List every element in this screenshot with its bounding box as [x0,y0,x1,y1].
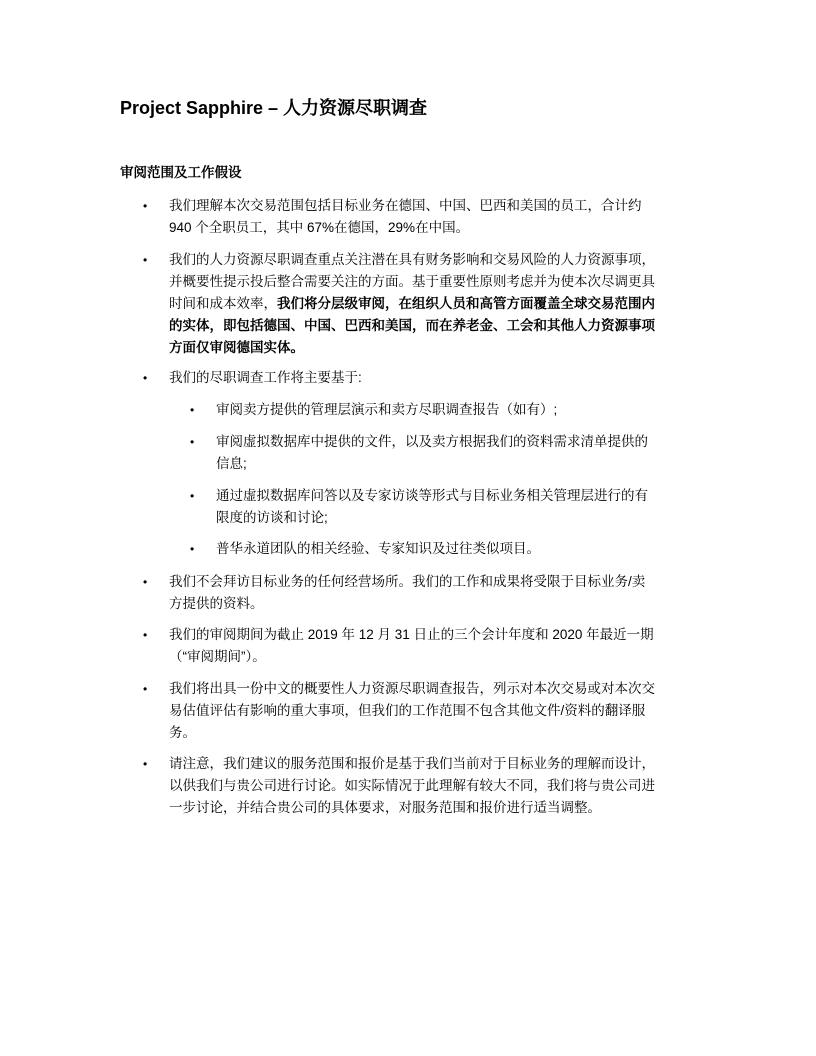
bold-emphasis: 方面仅审阅德国实体。 [169,340,304,355]
bold-emphasis: 我们将分层级审阅，在组织人员和高管方面覆盖全球交易范围内 [277,296,655,311]
list-item-text: 普华永道团队的相关经验、专家知识及过往类似项目。 [216,541,540,556]
bullet-marker: • [143,199,148,213]
list-item-text: 我们不会拜访目标业务的任何经营场所。我们的工作和成果将受限于目标业务/卖 方提供的资料。 [169,574,646,611]
document-title: Project Sapphire – 人力资源尽职调查 [120,98,428,118]
bullet-marker: • [190,403,195,417]
list-item-text: 我们的尽职调查工作将主要基于: [169,370,362,385]
list-item-text: 审阅虚拟数据库中提供的文件，以及卖方根据我们的资料需求清单提供的 信息; [216,434,648,471]
bullet-marker: • [143,628,148,642]
bullet-marker: • [143,682,148,696]
list-item-text: 我们将出具一份中文的概要性人力资源尽职调查报告，列示对本次交易或对本次交 易估值评估有影响的重大事项，但我们的工作范围不包含其他文件/资料的翻译服 务。 [169,681,655,740]
list-item-text: 我们理解本次交易范围包括目标业务在德国、中国、巴西和美国的员工，合计约 940 个全职员工，其中 67%在德国，29%在中国。 [169,198,642,235]
bullet-marker: • [143,253,148,267]
list-item-text: 我们的审阅期间为截止 2019 年 12 月 31 日止的三个会计年度和 2020 年最近一期 （“审阅期间”）。 [169,627,654,664]
list-item-text: 审阅卖方提供的管理层演示和卖方尽职调查报告（如有）; [216,402,558,417]
bold-emphasis: 的实体，即包括德国、中国、巴西和美国，而在养老金、工会和其他人力资源事项 [169,318,655,333]
bullet-marker: • [143,371,148,385]
list-item-text: 我们的人力资源尽职调查重点关注潜在具有财务影响和交易风险的人力资源事项， 并概要性提示投后整合需要关注的方面。基于重要性原则考虑并为使本次尽调更具 时间和成本效率，我们将分层级审阅，在组织人员和高管方面覆盖全球交易范围内 的实体，即包括德国、中国、巴西和美国，而在养老金、工会和其他人力资源事项 方面仅审阅德国实体。 [169,249,704,359]
list-item-text: 请注意，我们建议的服务范围和报价是基于我们当前对于目标业务的理解而设计， 以供我们与贵公司进行讨论。如实际情况于此理解有较大不同，我们将与贵公司进 一步讨论，并结合贵公司的具体要求，对服务范围和报价进行适当调整。 [169,756,655,815]
bullet-marker: • [190,542,195,556]
bullet-marker: • [143,757,148,771]
bullet-marker: • [190,435,195,449]
bullet-marker: • [190,489,195,503]
section-heading: 审阅范围及工作假设 [120,165,242,180]
bullet-marker: • [143,575,148,589]
list-item-text: 通过虚拟数据库问答以及专家访谈等形式与目标业务相关管理层进行的有 限度的访谈和讨论; [216,488,648,525]
